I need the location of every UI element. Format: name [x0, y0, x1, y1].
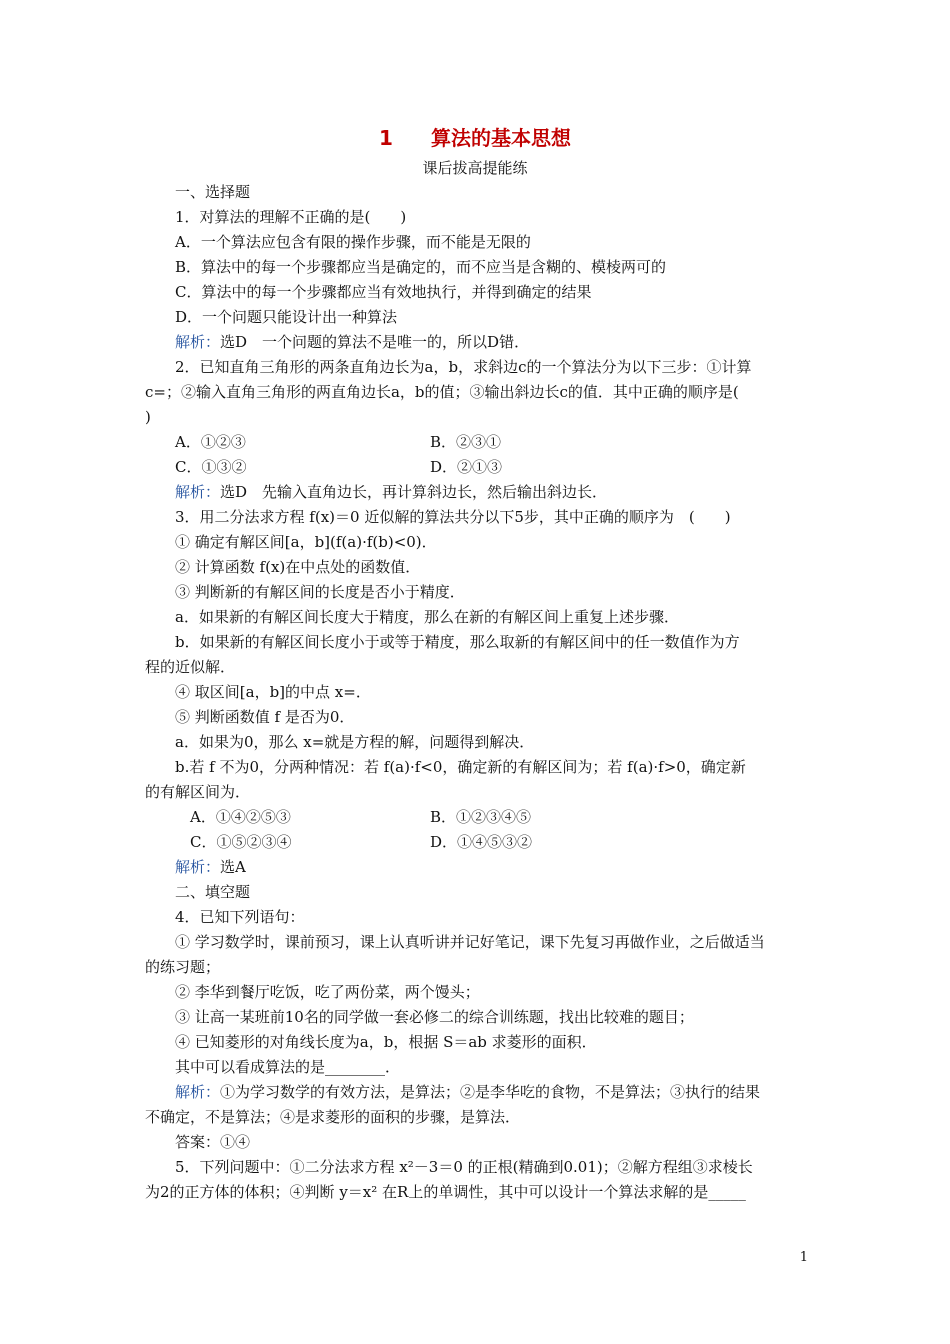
q4-item-1-line-2: 的练习题； [145, 958, 221, 976]
q3-option-d: D．①④⑤③② [430, 833, 533, 851]
title-number: 1 [379, 126, 393, 150]
q4-answer: 答案：①④ [175, 1133, 251, 1151]
analysis-label: 解析： [175, 333, 221, 351]
q3-step-5b-line-1: b.若 f 不为0，分两种情况：若 f(a)·f<0，确定新的有解区间为；若 f(a)·f>0，确定新 [175, 758, 746, 776]
content-body [145, 180, 807, 1205]
q3-step-5: ⑤ 判断函数值 f 是否为0． [175, 708, 355, 726]
q3-option-c: C．①⑤②③④ [190, 833, 292, 851]
q3-step-3a: a．如果新的有解区间长度大于精度，那么在新的有解区间上重复上述步骤． [175, 608, 679, 626]
title-text: 算法的基本思想 [430, 126, 571, 150]
q4-item-2: ② 李华到餐厅吃饭，吃了两份菜，两个馒头； [175, 983, 480, 1001]
analysis-text: 选D 一个问题的算法不是唯一的，所以D错． [220, 333, 530, 351]
q3-options-row-1 [145, 805, 807, 830]
q3-analysis [145, 855, 807, 880]
analysis-text: 选A [220, 858, 246, 876]
section-heading: 二、填空题 [175, 883, 251, 901]
analysis-text: ①为学习数学的有效方法，是算法；②是李华吃的食物，不是算法；③执行的结果 [220, 1083, 761, 1101]
q2-option-c: C．①③② [175, 458, 247, 476]
q4-item-3: ③ 让高一某班前10名的同学做一套必修二的综合训练题，找出比较难的题目； [175, 1008, 694, 1026]
q3-step-3b-line-2: 程的近似解． [145, 658, 236, 676]
q2-options-row-1 [145, 430, 807, 455]
q2-line-2: c=；②输入直角三角形的两直角边长a，b的值；③输出斜边长c的值．其中正确的顺序是( [145, 383, 739, 401]
analysis-label: 解析： [175, 858, 221, 876]
q2-options-row-2 [145, 455, 807, 480]
q1-option-b: B．算法中的每一个步骤都应当是确定的，而不应当是含糊的、模棱两可的 [175, 258, 667, 276]
q3-step-3b-line-1: b．如果新的有解区间长度小于或等于精度，那么取新的有解区间中的任一数值作为方 [175, 633, 740, 651]
q4-analysis-line-2: 不确定，不是算法；④是求菱形的面积的步骤，是算法． [145, 1108, 521, 1126]
q2-line-1: 2．已知直角三角形的两条直角边长为a，b，求斜边c的一个算法分为以下三步：①计算 [175, 358, 752, 376]
q1-option-a: A．一个算法应包含有限的操作步骤，而不能是无限的 [175, 233, 531, 251]
q1-option-d: D．一个问题只能设计出一种算法 [175, 308, 398, 326]
q2-option-a: A．①②③ [175, 433, 246, 451]
q3-step-2: ② 计算函数 f(x)在中点处的函数值． [175, 558, 421, 576]
q3-step-3: ③ 判断新的有解区间的长度是否小于精度． [175, 583, 465, 601]
q3-option-a: A．①④②⑤③ [190, 808, 291, 826]
q4-stem: 4．已知下列语句： [175, 908, 305, 926]
q1-analysis [145, 330, 807, 355]
q2-line-3: ) [145, 408, 151, 426]
page-number: 1 [799, 1250, 808, 1265]
q3-step-5a: a．如果为0，那么 x=就是方程的解，问题得到解决． [175, 733, 535, 751]
q3-step-1: ① 确定有解区间[a，b](f(a)·f(b)<0)． [175, 533, 437, 551]
q4-question: 其中可以看成算法的是________． [175, 1058, 401, 1076]
page-title [0, 122, 950, 151]
analysis-text: 选D 先输入直角边长，再计算斜边长，然后输出斜边长． [220, 483, 608, 501]
q2-option-d: D．②①③ [430, 458, 503, 476]
q3-step-4: ④ 取区间[a，b]的中点 x=． [175, 683, 371, 701]
page-subtitle: 课后拔高提能练 [422, 159, 528, 177]
q4-item-1-line-1: ① 学习数学时，课前预习，课上认真听讲并记好笔记，课下先复习再做作业，之后做适当 [175, 933, 765, 951]
q3-options-row-2 [145, 830, 807, 855]
analysis-label: 解析： [175, 1083, 221, 1101]
q2-option-b: B．②③① [430, 433, 502, 451]
q5-line-1: 5．下列问题中：①二分法求方程 x²－3＝0 的正根(精确到0.01)；②解方程组③求棱长 [175, 1158, 753, 1176]
q1-option-c: C．算法中的每一个步骤都应当有效地执行，并得到确定的结果 [175, 283, 592, 301]
q3-option-b: B．①②③④⑤ [430, 808, 532, 826]
q2-analysis [145, 480, 807, 505]
q4-analysis-line-1 [145, 1080, 807, 1105]
q4-item-4: ④ 已知菱形的对角线长度为a，b，根据 S＝ab 求菱形的面积． [175, 1033, 597, 1051]
section-heading: 一、选择题 [175, 183, 251, 201]
analysis-label: 解析： [175, 483, 221, 501]
q1-stem: 1．对算法的理解不正确的是( ) [175, 208, 407, 226]
q3-step-5b-line-2: 的有解区间为． [145, 783, 251, 801]
q3-stem: 3．用二分法求方程 f(x)＝0 近似解的算法共分以下5步，其中正确的顺序为 ( ) [175, 508, 731, 526]
q5-line-2: 为2的正方体的体积；④判断 y＝x² 在R上的单调性，其中可以设计一个算法求解的是_____ [145, 1183, 746, 1201]
